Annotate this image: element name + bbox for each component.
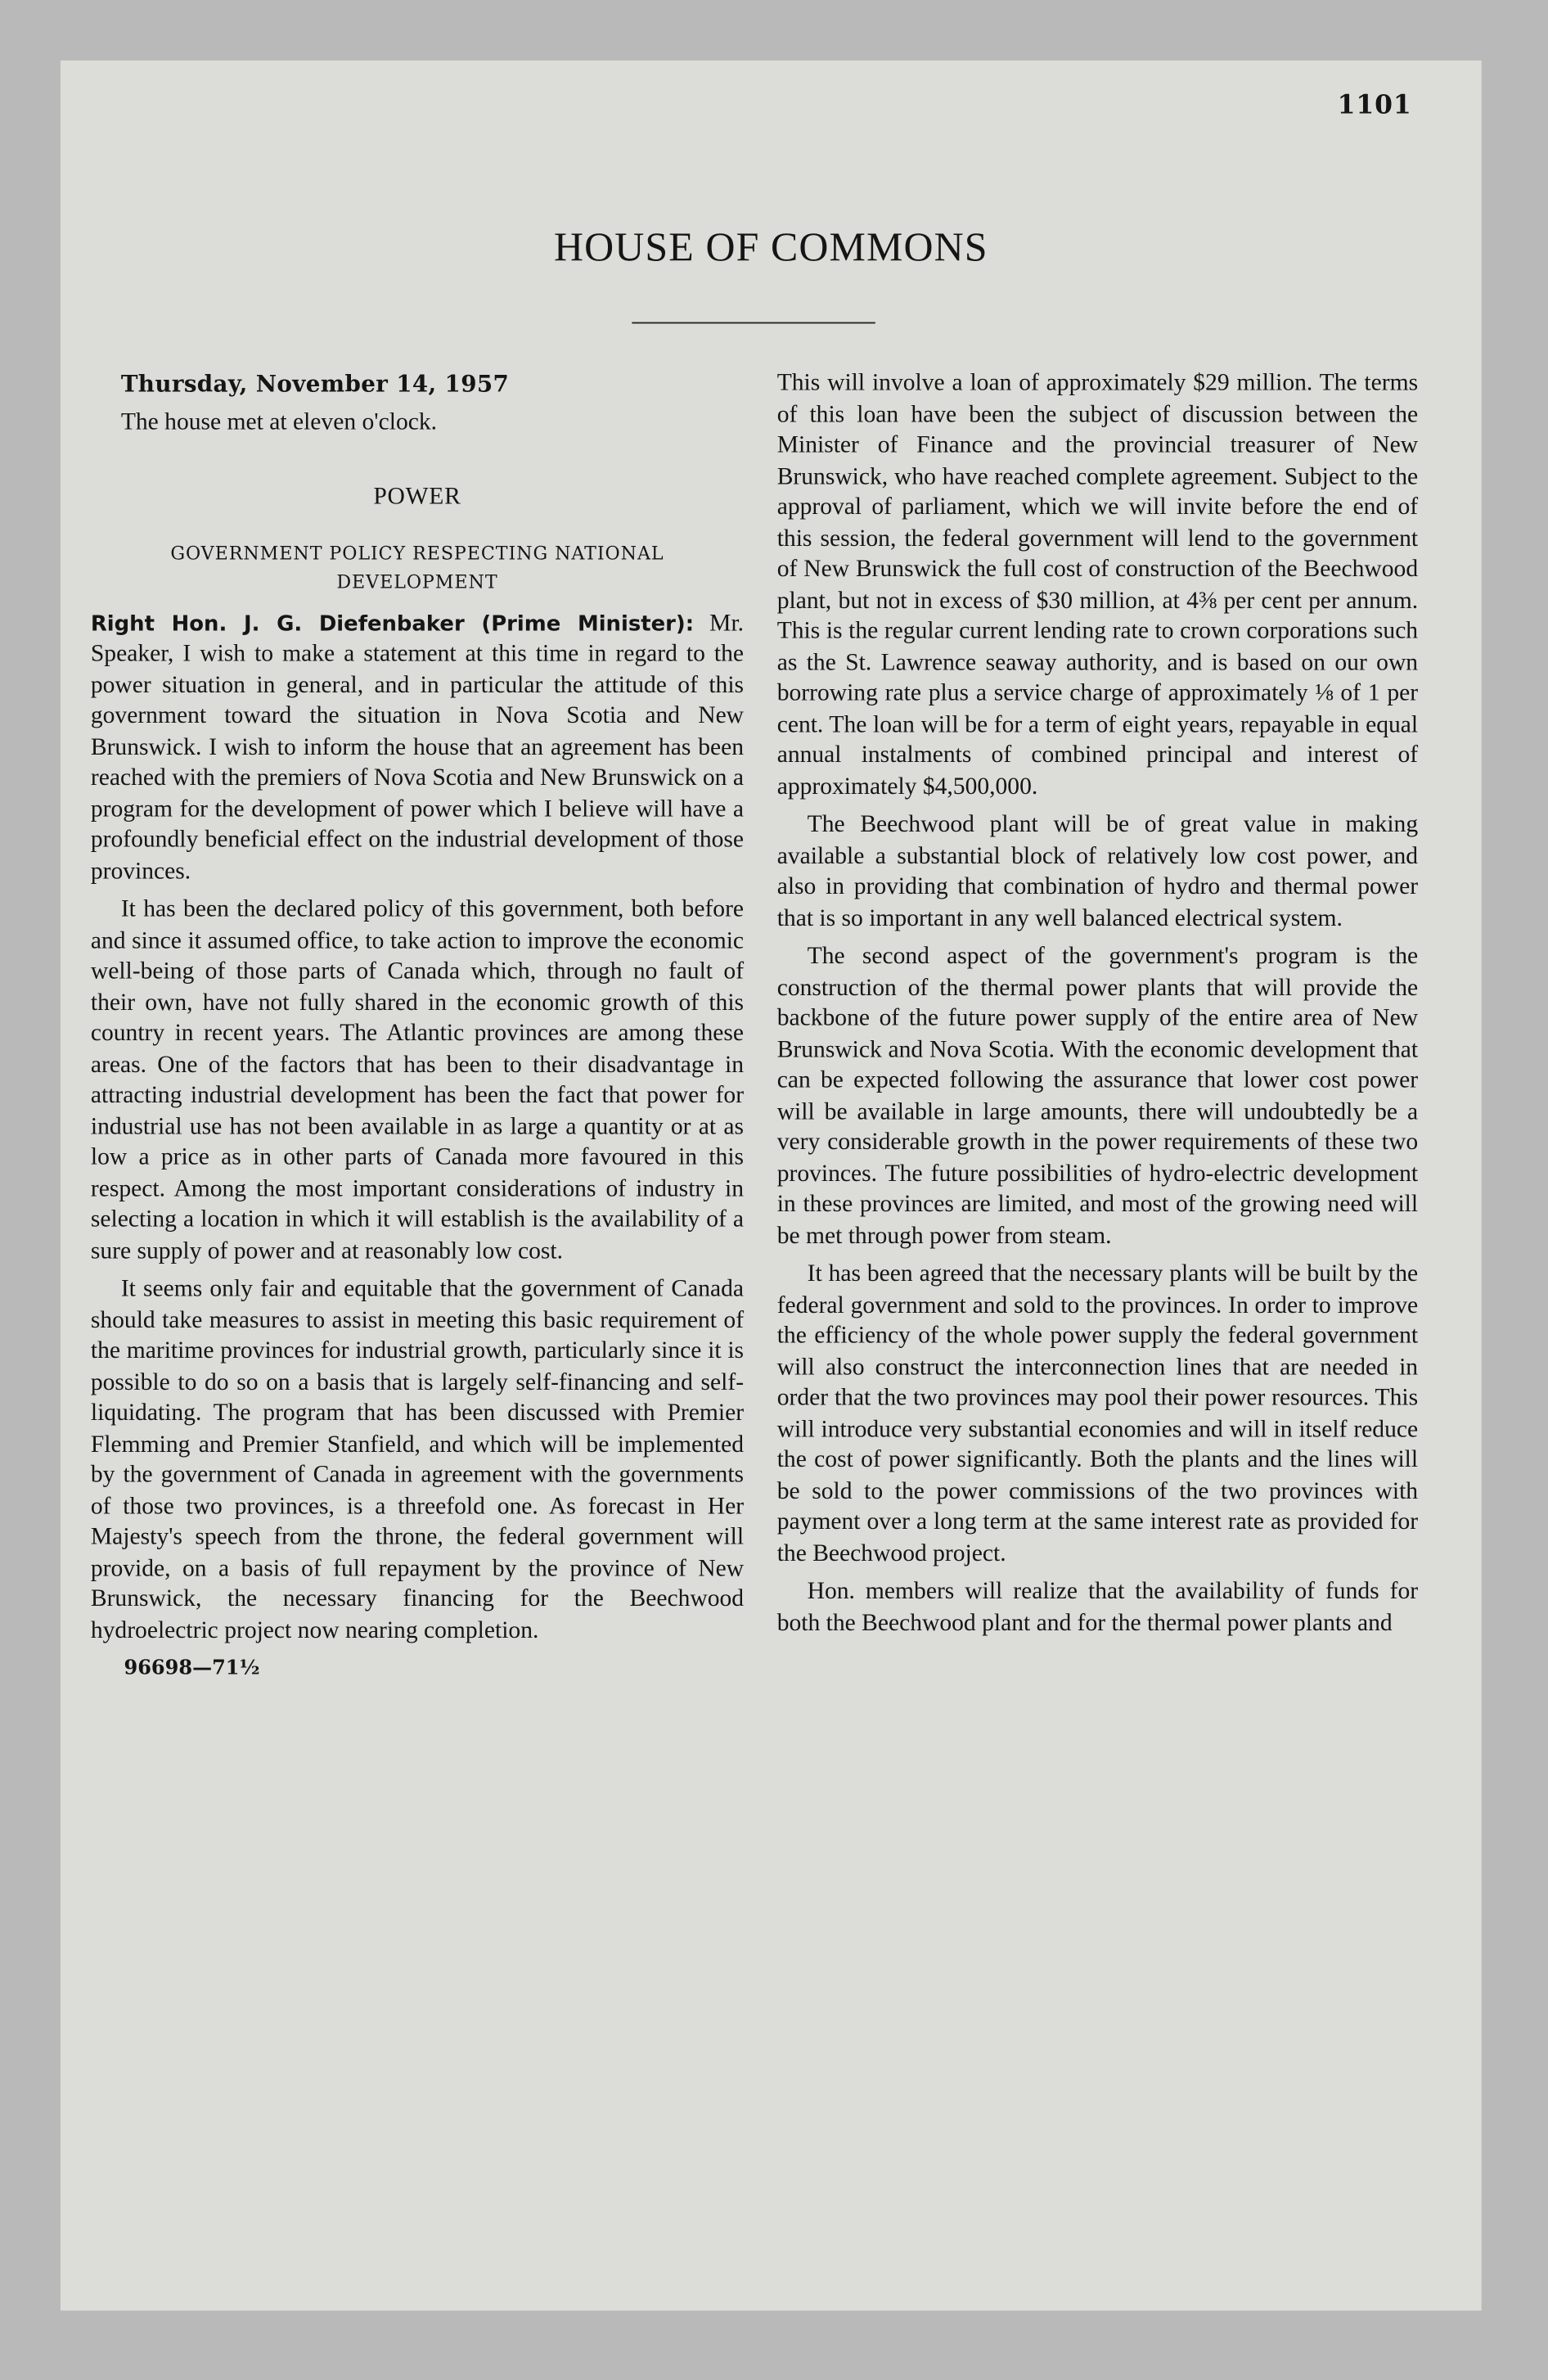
body-paragraph: The Beechwood plant will be of great value in making available a substantial block of relatively low cost power, and also in providing that combination of hydro and thermal power that is so important in any well balanced electrical system. (776, 812, 1419, 931)
page-title: HOUSE OF COMMONS (554, 223, 988, 269)
page-number: 1101 (1337, 90, 1412, 121)
document-page (61, 61, 1482, 2310)
body-paragraph: Hon. members will realize that the availability of funds for both the Beechwood plant and for the thermal power plants and (776, 1578, 1419, 1636)
section-heading: POWER (373, 484, 461, 510)
printer-reference: 96698—71½ (124, 1657, 260, 1680)
title-rule (632, 322, 875, 324)
meeting-line: The house met at eleven o'clock. (120, 408, 438, 435)
body-paragraph: The second aspect of the government's program is the construction of the thermal power plants that will provide the backbone of the future power supply of the entire area of New Brunswick and Nova Scotia. With the economic development that can be expected following the assurance that lower cost power will be available in large amounts, there will undoubtedly be a very considerable growth in the power requirements of these two provinces. The future possibilities of hydro-electric development in these provinces are limited, and most of the growing need will be met through power from steam. (776, 943, 1419, 1249)
body-paragraph: It has been the declared policy of this government, both before and since it assumed office, to take action to improve the economic well-being of those parts of Canada which, through no fault of their own, have not fully shared in the economic growth of this country in recent years. The Atlantic provinces are among these areas. One of the factors that has been to their disadvantage in attracting industrial development has been the fact that power for industrial use has not been available in as large a quantity or at as low a price as in other parts of Canada more favoured in this respect. Among the most important considerations of industry in selecting a location in which it will establish is the availability of a sure supply of power and at reasonably low cost. (90, 896, 745, 1264)
right-column (777, 369, 1418, 1647)
body-paragraph: It seems only fair and equitable that the government of Canada should take measures to assist in meeting this basic requirement of the maritime provinces for industrial growth, particularly since it is possible to do so on a basis that is largely self-financing and self-liquidating. The program that has been discussed with Premier Flemming and Premier Stanfield, and which will be implemented by the government of Canada in agreement with the governments of those two provinces, is a threefold one. As forecast in Her Majesty's speech from the throne, the federal government will provide, on a basis of full repayment by the province of New Brunswick, the necessary financing for the Beechwood hydroelectric project now nearing completion. (90, 1276, 745, 1643)
speaker-name: Right Hon. J. G. Diefenbaker (Prime Minister): (90, 611, 695, 636)
body-paragraph: This will involve a loan of approximately $29 million. The terms of this loan have been the subject of discussion between the Minister of Finance and the provincial treasurer of New Brunswick, who have reached complete agreement. Subject to the approval of parliament, which we will invite before the end of this session, the federal government will lend to the government of New Brunswick the full cost of construction of the Beechwood plant, but not in excess of $30 million, at 4⅜ per cent per annum. This is the regular current lending rate to crown corporations such as the St. Lawrence seaway authority, and is based on our own borrowing rate plus a service charge of approximately ⅛ of 1 per cent. The loan will be for a term of eight years, repayable in equal annual instalments of combined principal and interest of approximately $4,500,000. (776, 370, 1419, 800)
sitting-date: Thursday, November 14, 1957 (120, 370, 510, 398)
body-paragraph: It has been agreed that the necessary plants will be built by the federal government and sold to the provinces. In order to improve the efficiency of the whole power supply the federal government will also construct the interconnection lines that are needed in order that the two provinces may pool their power resources. This will introduce very substantial economies and will in itself reduce the cost of power significantly. Both the plants and the lines will be sold to the power commissions of the two provinces with payment over a long term at the same interest rate as provided for the Beechwood project. (776, 1260, 1419, 1566)
speech-opening-paragraph (91, 609, 744, 888)
left-column (91, 369, 744, 1685)
section-subheading: GOVERNMENT POLICY RESPECTING NATIONAL DEVELOPMENT (170, 542, 664, 593)
speech-opening-text: Mr. Speaker, I wish to make a statement at this time in regard to the power situation in general, and in particular the attitude of this government toward the situation in Nova Scotia and New Brunswick. I wish to inform the house that an agreement has been reached with the premiers of Nova Scotia and New Brunswick on a program for the development of power which I believe will have a profoundly beneficial effect on the industrial development of those provinces. (90, 610, 745, 884)
